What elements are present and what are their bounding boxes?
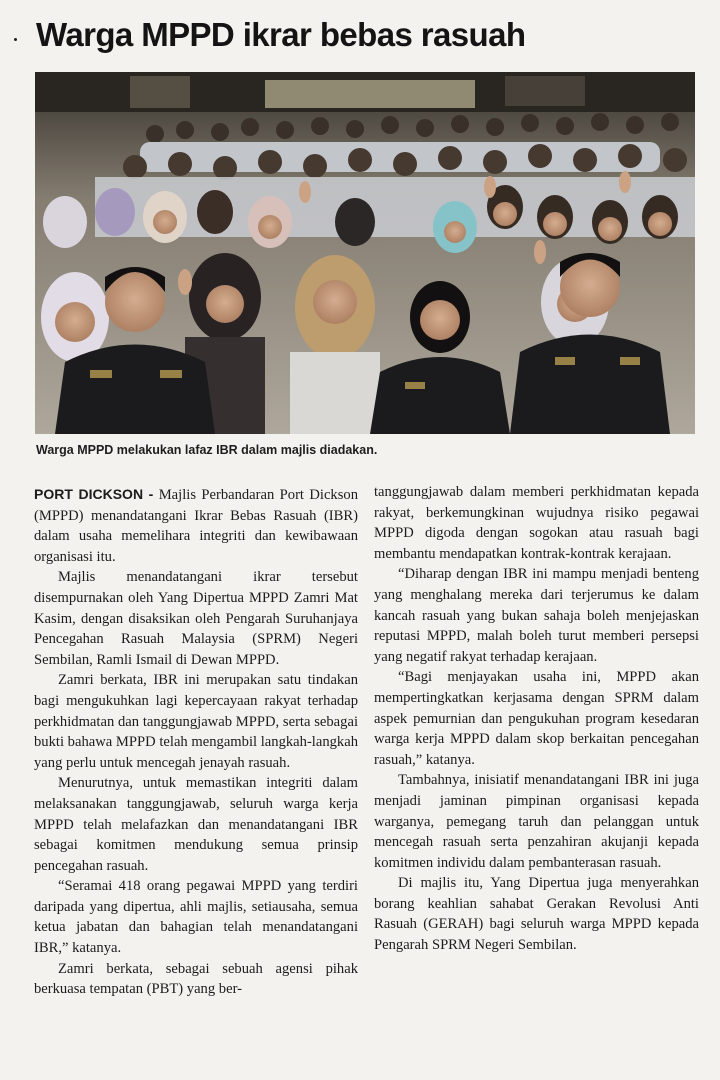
crowd-illustration <box>35 72 695 434</box>
paragraph-3: Zamri berkata, IBR ini merupakan satu tindakan bagi mengukuhkan lagi kepercayaan rakyat terhadap perkhidmatan dan tanggungjawab MPPD, serta sebagai bukti bahawa MPPD telah mengambil langkah-langkah yang perlu untuk mencegah jenayah rasuah. <box>34 672 358 771</box>
article-column-right <box>374 482 699 956</box>
news-photo <box>35 72 695 434</box>
headline: Warga MPPD ikrar bebas rasuah <box>36 16 526 53</box>
paragraph-7: “Diharap dengan IBR ini mampu menjadi benteng yang menghalang mereka dari terjerumus ke dalam kancah rasuah yang bukan sahaja boleh menjejaskan reputasi MPPD, malah boleh turut memberi persepsi yang negatif rakyat terhadap kerajaan. <box>374 566 699 665</box>
paragraph-10: Di majlis itu, Yang Dipertua juga menyerahkan borang keahlian sahabat Gerakan Revolusi Anti Rasuah (GERAH) bagi seluruh warga MPPD kepada Pengarah SPRM Negeri Sembilan. <box>374 875 699 954</box>
paragraph-8: “Bagi menjayakan usaha ini, MPPD akan mempertingkatkan kerjasama dengan SPRM dalam aspek pemurnian dan pengukuhan program kesedaran warga kerja MPPD dalam skop berkaitan pencegahan rasuah,” katanya. <box>374 669 699 768</box>
paragraph-2: Majlis menandatangani ikrar tersebut disempurnakan oleh Yang Dipertua MPPD Zamri Mat Kasim, dengan disaksikan oleh Pengarah Suruhanjaya Pencegahan Rasuah Malaysia (SPRM) Negeri Sembilan, Ramli Ismail di Dewan MPPD. <box>34 569 358 668</box>
photo-caption: Warga MPPD melakukan lafaz IBR dalam majlis diadakan. <box>36 443 378 457</box>
paragraph-1-text: Majlis Perbandaran Port Dickson (MPPD) menandatangani Ikrar Bebas Rasuah (IBR) dalam usaha memelihara integriti dan kewibawaan organisasi itu. <box>34 487 358 565</box>
dateline: PORT DICKSON - <box>34 486 154 502</box>
paragraph-4: Menurutnya, untuk memastikan integriti dalam melaksanakan tanggungjawab, seluruh warga kerja MPPD telah melafazkan dan menandatangani IBR sebagai komitmen mendukung semua prinsip pencegahan rasuah. <box>34 775 358 874</box>
paragraph-1 <box>34 484 358 567</box>
paragraph-9: Tambahnya, inisiatif menandatangani IBR ini juga menjadi jaminan pimpinan organisasi kepada warganya, pemegang taruh dan pelanggan untuk mencegah rasuah serta penzahiran akujanji kepada komitmen individu dalam pembanterasan rasuah. <box>374 772 699 871</box>
margin-dot <box>14 38 17 41</box>
paragraph-5: “Seramai 418 orang pegawai MPPD yang terdiri daripada yang dipertua, ahli majlis, setiausaha, semua ketua jabatan dan bahagian telah menandatangani IBR,” katanya. <box>34 878 358 957</box>
paragraph-6-continued: tanggungjawab dalam memberi perkhidmatan kepada rakyat, berkemungkinan wujudnya risiko pegawai MPPD digoda dengan sogokan atau rasuah bagi membantu mendapatkan kontrak-kontrak kerajaan. <box>374 484 699 562</box>
article-column-left <box>34 484 358 1000</box>
paragraph-6: Zamri berkata, sebagai sebuah agensi pihak berkuasa tempatan (PBT) yang ber- <box>34 960 358 998</box>
